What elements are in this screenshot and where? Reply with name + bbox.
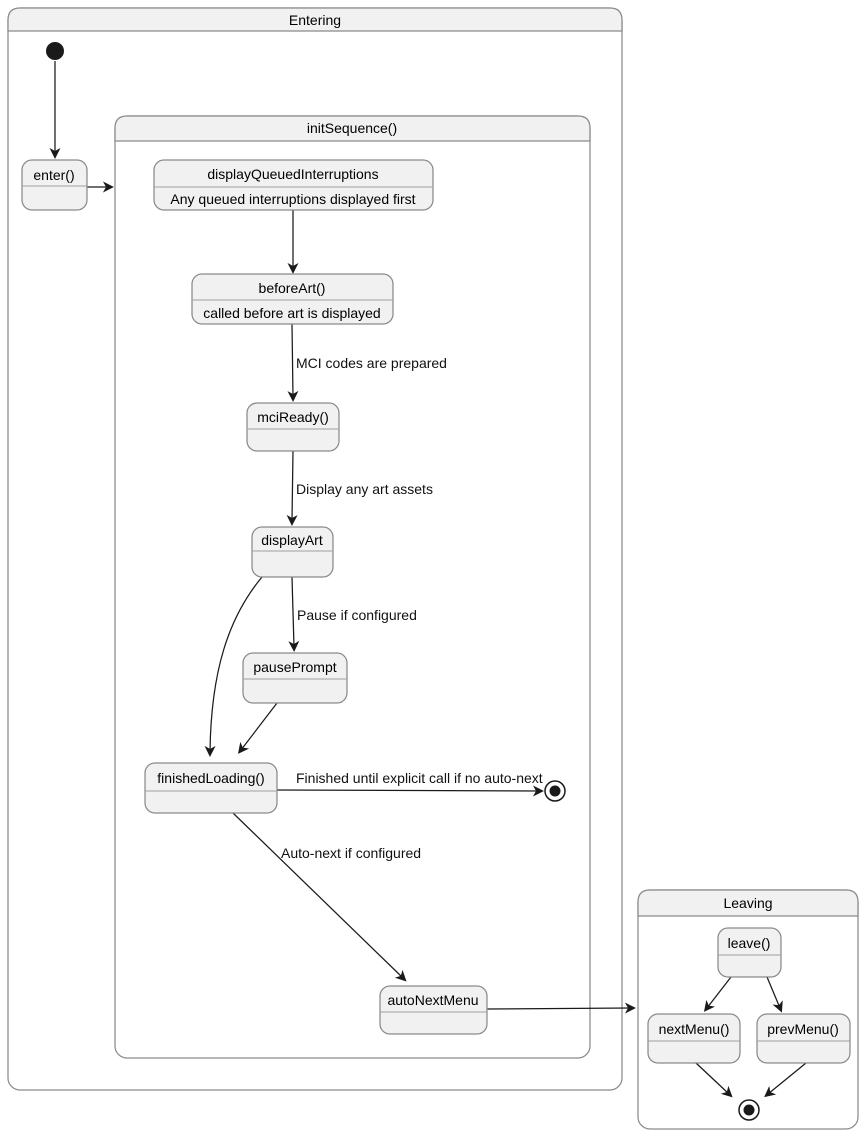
init-sequence-body bbox=[115, 116, 590, 1058]
state-mci-ready-label: mciReady() bbox=[257, 409, 329, 425]
state-auto-next-menu-label: autoNextMenu bbox=[387, 992, 479, 1008]
state-auto-next-menu bbox=[380, 986, 487, 1034]
label-auto-next-if-configured: Auto-next if configured bbox=[281, 845, 422, 861]
state-leave-label: leave() bbox=[727, 935, 771, 951]
leaving-title: Leaving bbox=[723, 895, 773, 911]
state-prev-menu bbox=[757, 1014, 850, 1063]
state-dqi-label: displayQueuedInterruptions bbox=[207, 166, 379, 182]
state-before-art-label: beforeArt() bbox=[258, 280, 326, 296]
initial-state-icon bbox=[46, 42, 64, 60]
state-display-queued-interruptions bbox=[154, 160, 433, 210]
final-state-leaving-icon bbox=[739, 1100, 759, 1120]
state-prev-menu-label: prevMenu() bbox=[767, 1021, 839, 1037]
state-enter-label: enter() bbox=[33, 167, 75, 183]
label-finished-until-explicit: Finished until explicit call if no auto-next bbox=[296, 770, 543, 786]
state-finished-loading-label: finishedLoading() bbox=[157, 770, 265, 786]
entering-title: Entering bbox=[288, 12, 342, 28]
leaving-body bbox=[638, 890, 858, 1129]
state-before-art bbox=[192, 274, 393, 324]
label-mci-codes-prepared: MCI codes are prepared bbox=[296, 355, 447, 371]
state-dqi-description: Any queued interruptions displayed first bbox=[170, 191, 416, 207]
state-display-art-label: displayArt bbox=[261, 532, 323, 548]
state-enter bbox=[22, 160, 87, 210]
label-pause-if-configured: Pause if configured bbox=[297, 607, 417, 623]
state-next-menu-label: nextMenu() bbox=[658, 1021, 730, 1037]
state-before-art-description: called before art is displayed bbox=[203, 305, 381, 321]
final-state-entering-icon bbox=[545, 781, 565, 801]
state-pause-prompt bbox=[243, 653, 347, 703]
state-next-menu bbox=[648, 1014, 740, 1063]
init-sequence-title: initSequence() bbox=[306, 120, 398, 136]
state-mci-ready bbox=[247, 403, 339, 451]
state-display-art bbox=[252, 527, 333, 577]
final-state-inner-dot bbox=[744, 1105, 755, 1116]
composite-state-init-sequence bbox=[115, 116, 590, 1058]
final-state-inner-dot bbox=[550, 786, 561, 797]
label-display-art-assets: Display any art assets bbox=[296, 481, 433, 497]
state-finished-loading bbox=[145, 763, 277, 813]
state-leave bbox=[718, 928, 781, 977]
composite-state-leaving bbox=[638, 890, 858, 1129]
state-pause-prompt-label: pausePrompt bbox=[253, 659, 337, 675]
